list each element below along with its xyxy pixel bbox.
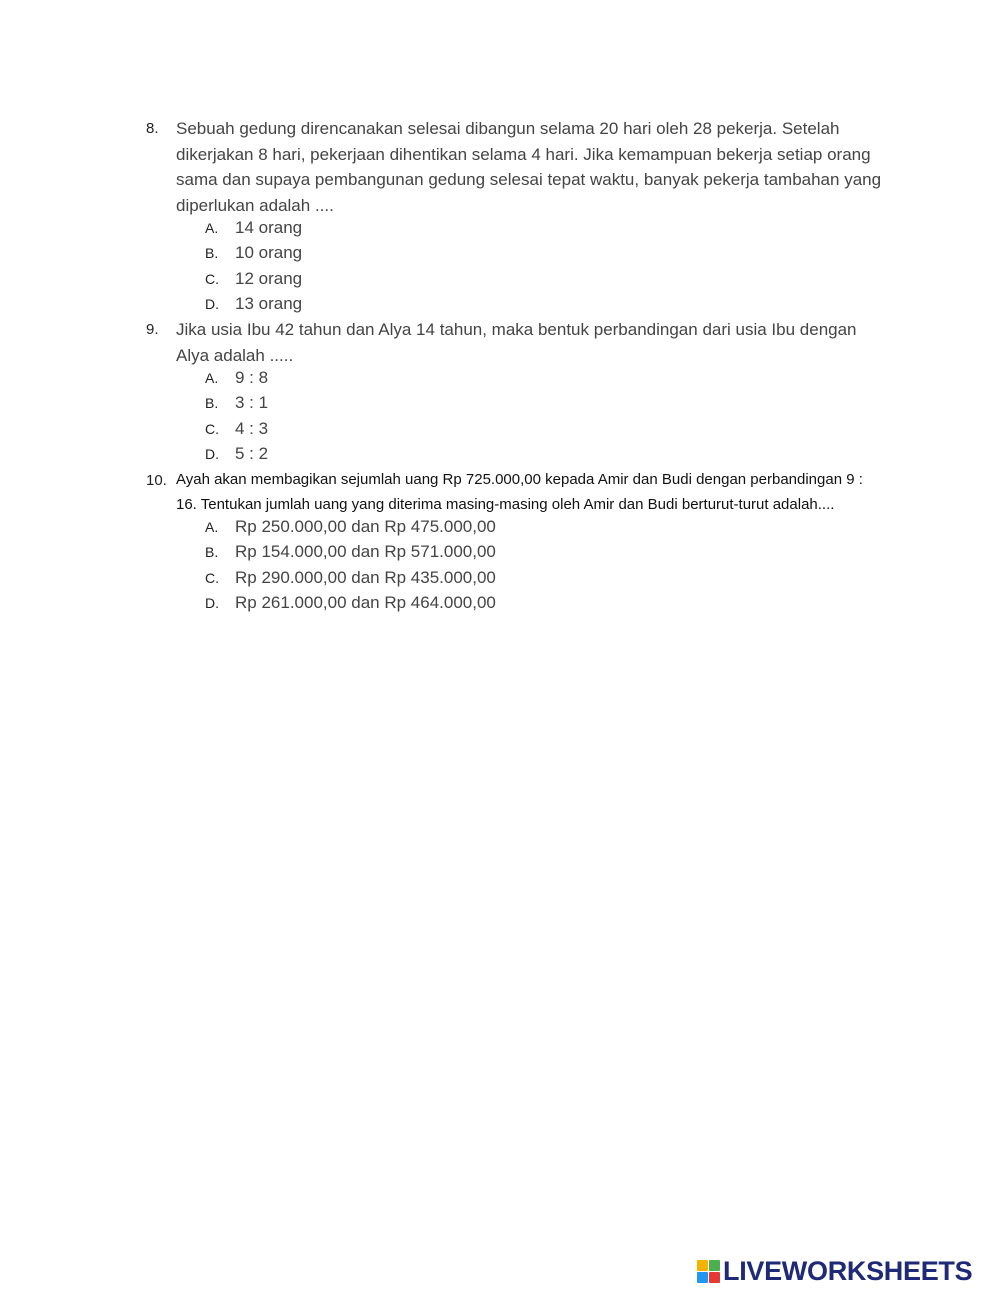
option-letter: D. bbox=[205, 445, 219, 462]
question-8-text: Sebuah gedung direncanakan selesai dibangun selama 20 hari oleh 28 pekerja. Setelah dikerjakan 8 hari, pekerjaan dihentikan selama 4 hari. Jika kemampuan bekerja setiap orang sama dan supaya pembangunan gedung selesai tepat waktu, banyak pekerja tambahan yang diperlukan adalah .... bbox=[176, 119, 882, 215]
question-8 bbox=[146, 116, 886, 319]
question-10-option-a[interactable] bbox=[205, 517, 886, 542]
question-9-row bbox=[146, 317, 886, 368]
logo-block-e bbox=[709, 1272, 720, 1283]
question-10-option-d[interactable] bbox=[205, 593, 886, 618]
option-text: 4 : 3 bbox=[235, 418, 269, 438]
question-8-option-b[interactable] bbox=[205, 243, 886, 268]
question-8-options bbox=[146, 218, 886, 319]
option-text: Rp 154.000,00 dan Rp 571.000,00 bbox=[235, 542, 496, 562]
question-10 bbox=[146, 468, 886, 618]
question-10-option-c[interactable] bbox=[205, 568, 886, 593]
question-8-number: 8. bbox=[146, 120, 159, 137]
logo-blocks-icon bbox=[697, 1260, 720, 1283]
question-9-option-b[interactable] bbox=[205, 393, 886, 418]
option-letter: B. bbox=[205, 395, 219, 412]
option-text: Rp 261.000,00 dan Rp 464.000,00 bbox=[235, 592, 496, 612]
logo-text: LIVEWORKSHEETS bbox=[723, 1255, 973, 1286]
option-letter: C. bbox=[205, 420, 219, 437]
question-10-options bbox=[146, 517, 886, 618]
question-9-option-a[interactable] bbox=[205, 368, 886, 393]
question-9 bbox=[146, 317, 886, 469]
option-letter: C. bbox=[205, 270, 219, 287]
question-9-options bbox=[146, 368, 886, 469]
option-text: 13 orang bbox=[235, 293, 303, 313]
question-8-option-c[interactable] bbox=[205, 269, 886, 294]
logo-block-i bbox=[709, 1260, 720, 1271]
option-letter: D. bbox=[205, 295, 219, 312]
question-8-row bbox=[146, 116, 886, 218]
question-9-option-c[interactable] bbox=[205, 419, 886, 444]
option-letter: D. bbox=[205, 594, 219, 611]
option-text: 14 orang bbox=[235, 218, 303, 237]
liveworksheets-logo bbox=[697, 1256, 972, 1286]
option-letter: A. bbox=[205, 220, 219, 236]
option-text: 12 orang bbox=[235, 268, 303, 288]
option-text: Rp 290.000,00 dan Rp 435.000,00 bbox=[235, 567, 496, 587]
question-9-number: 9. bbox=[146, 321, 159, 338]
option-text: 5 : 2 bbox=[235, 443, 269, 463]
logo-block-l bbox=[697, 1260, 708, 1271]
option-text: 9 : 8 bbox=[235, 368, 269, 387]
option-letter: A. bbox=[205, 370, 219, 386]
question-10-number: 10. bbox=[146, 472, 167, 489]
option-text: Rp 250.000,00 dan Rp 475.000,00 bbox=[235, 517, 496, 536]
option-letter: B. bbox=[205, 245, 219, 262]
question-10-row bbox=[146, 468, 886, 517]
question-8-option-a[interactable] bbox=[205, 218, 886, 243]
option-text: 10 orang bbox=[235, 243, 303, 263]
option-text: 3 : 1 bbox=[235, 393, 269, 413]
question-10-text: Ayah akan membagikan sejumlah uang Rp 725.000,00 kepada Amir dan Budi dengan perbandingan 9 : 16. Tentukan jumlah uang yang diterima masing-masing oleh Amir dan Budi berturut-turut adalah.... bbox=[176, 471, 863, 513]
option-letter: B. bbox=[205, 544, 219, 561]
option-letter: A. bbox=[205, 519, 219, 535]
option-letter: C. bbox=[205, 569, 219, 586]
logo-block-v bbox=[697, 1272, 708, 1283]
question-9-option-d[interactable] bbox=[205, 444, 886, 469]
question-10-option-b[interactable] bbox=[205, 542, 886, 567]
question-9-text: Jika usia Ibu 42 tahun dan Alya 14 tahun, maka bentuk perbandingan dari usia Ibu dengan Alya adalah ..... bbox=[176, 320, 857, 365]
question-8-option-d[interactable] bbox=[205, 294, 886, 319]
